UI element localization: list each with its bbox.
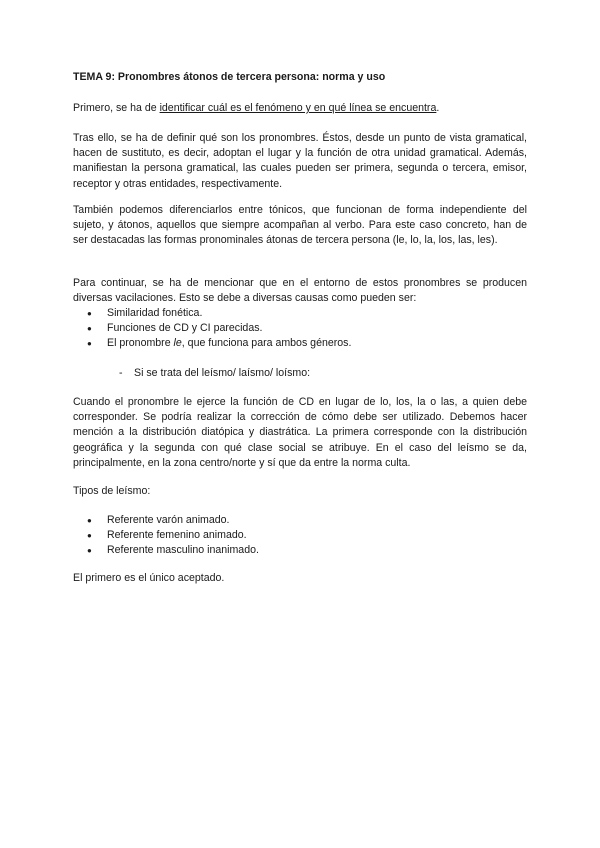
closing-sentence: El primero es el único aceptado. <box>73 572 225 584</box>
list-item: ● Referente femenino animado. <box>73 528 527 543</box>
tonic-atonic-paragraph: También podemos diferenciarlos entre tónicos, que funcionan de forma independiente del sujeto, y átonos, aquellos que siempre acompañan al verbo. Para este caso concreto, han de ser destacadas las formas pronominales átonas de tercera persona (le, lo, la, los, las, les). <box>73 204 527 247</box>
dash-marker: - <box>119 367 123 379</box>
pronoun-definition-paragraph: Tras ello, se ha de definir qué son los pronombres. Éstos, desde un punto de vista gramatical, hacen de sustituto, es decir, adoptan el lugar y la función de otra unidad gramatical. Además, manifiestan la persona gramatical, las cuales pueden ser primera, segunda o tercera, emisor, receptor y otras entidades, respectivamente. <box>73 132 527 190</box>
list-item: ● Referente varón animado. <box>73 513 527 528</box>
list-item: ● Referente masculino inanimado. <box>73 543 527 558</box>
intro-underlined-text: identificar cuál es el fenómeno y en qué línea se encuentra <box>159 102 437 114</box>
list-item <box>73 336 527 351</box>
dash-item-text: Si se trata del leísmo/ laísmo/ loísmo: <box>134 367 311 379</box>
document-title: TEMA 9: Pronombres átonos de tercera persona: norma y uso <box>73 71 386 83</box>
list-item: ● Similaridad fonética. <box>73 306 527 321</box>
leismo-explanation-paragraph: Cuando el pronombre le ejerce la función de CD en lugar de lo, los, la o las, a quien debe corresponder. Se podría realizar la corrección de cómo debe ser utilizado. Debemos hacer mención a la distribución diatópica y diastrática. La primera corresponde con la distribución geográfica y la segunda con qué clase social se atribuye. En el caso del leísmo se da, principalmente, en la zona centro/norte y sí que da entre la norma culta. <box>73 396 527 469</box>
vacillations-paragraph: Para continuar, se ha de mencionar que en el entorno de estos pronombres se producen diversas vacilaciones. Esto se debe a diversas causas como pueden ser: <box>73 277 527 305</box>
list-item: ● Funciones de CD y CI parecidas. <box>73 321 527 336</box>
dash-list-item <box>73 366 527 382</box>
cause-3-italic-pronoun: le <box>173 337 182 350</box>
intro-text-start: Primero, se ha de <box>73 102 160 114</box>
causes-list <box>73 306 527 352</box>
types-list <box>73 513 527 559</box>
intro-paragraph <box>73 101 527 116</box>
intro-text-end: . <box>436 102 440 114</box>
cause-3-text-start: El pronombre <box>107 337 174 350</box>
types-heading: Tipos de leísmo: <box>73 485 151 497</box>
cause-3-text-end: , que funciona para ambos géneros. <box>181 337 352 350</box>
